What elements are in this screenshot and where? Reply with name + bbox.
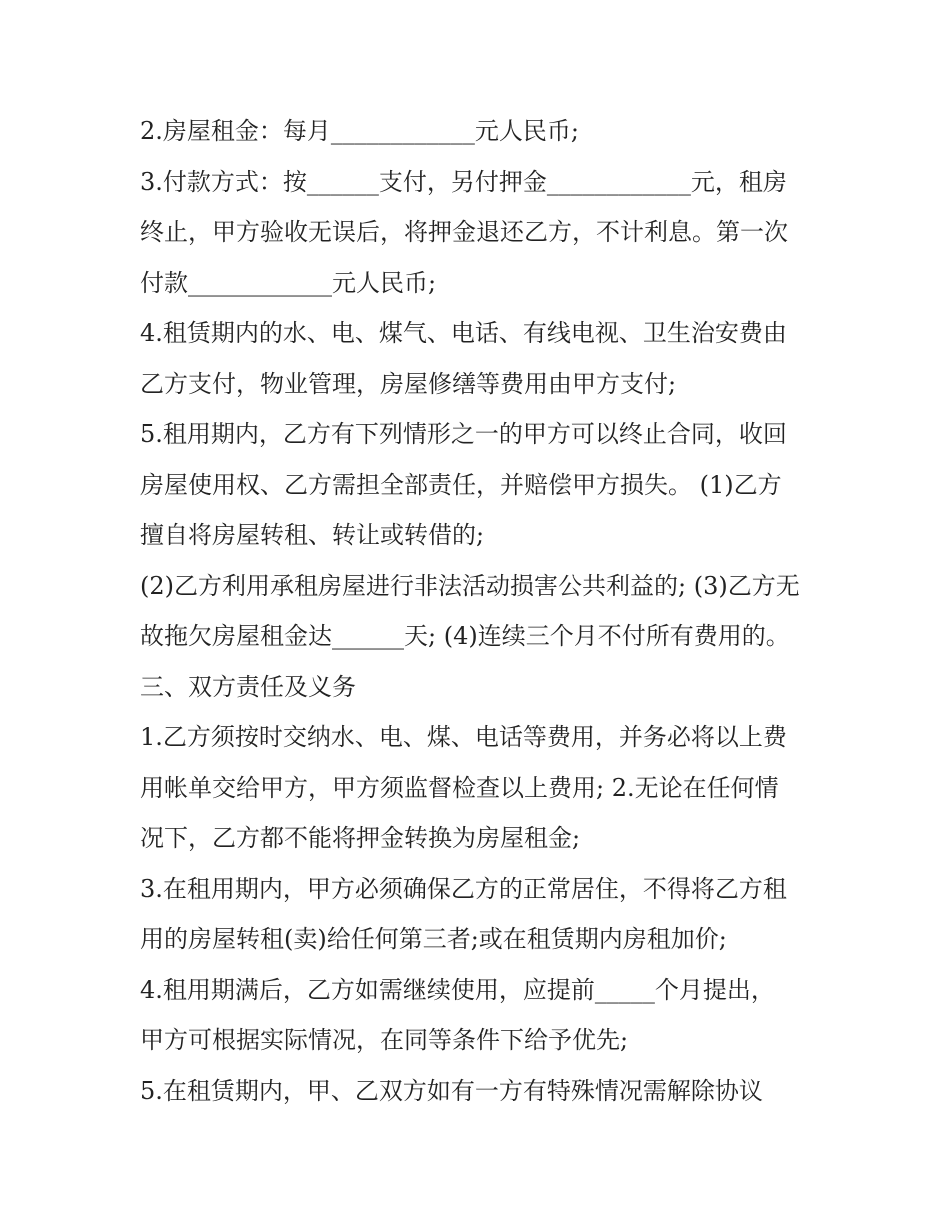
text-line: 5.租用期内，乙方有下列情形之一的甲方可以终止合同，收回 — [140, 420, 787, 448]
text-line: 付款____________元人民币; — [140, 268, 437, 297]
text-line: 1.乙方须按时交纳水、电、煤、电话等费用，并务必将以上费 — [140, 723, 787, 751]
text-line: 擅自将房屋转租、转让或转借的; — [140, 521, 485, 549]
text-line: 4.租赁期内的水、电、煤气、电话、有线电视、卫生治安费由 — [140, 319, 787, 347]
section-heading: 三、双方责任及义务 — [140, 672, 356, 701]
text-line: 5.在租赁期内，甲、乙双方如有一方有特殊情况需解除协议 — [140, 1076, 763, 1105]
text-line: 2.房屋租金：每月____________元人民币; — [140, 117, 579, 145]
text-line: 3.在租用期内，甲方必须确保乙方的正常居住，不得将乙方租 — [140, 874, 787, 903]
text-line: 故拖欠房屋租金达______天; (4)连续三个月不付所有费用的。 — [140, 622, 790, 650]
text-line: 乙方支付，物业管理，房屋修缮等费用由甲方支付; — [140, 369, 677, 398]
text-line: 甲方可根据实际情况，在同等条件下给予优先; — [140, 1026, 629, 1054]
text-line: 终止，甲方验收无误后，将押金退还乙方，不计利息。第一次 — [140, 218, 788, 246]
text-line: 况下，乙方都不能将押金转换为房屋租金; — [140, 824, 581, 852]
text-line: 4.租用期满后，乙方如需继续使用，应提前_____个月提出， — [140, 975, 775, 1004]
text-line: (2)乙方利用承租房屋进行非法活动损害公共利益的; (3)乙方无 — [140, 571, 800, 600]
text-line: 用的房屋转租(卖)给任何第三者;或在租赁期内房租加价; — [140, 925, 727, 953]
document-body — [140, 106, 820, 1116]
text-line: 用帐单交给甲方，甲方须监督检查以上费用; 2.无论在任何情 — [140, 773, 779, 802]
text-line: 3.付款方式：按______支付，另付押金____________元，租房 — [140, 167, 787, 196]
text-line: 房屋使用权、乙方需担全部责任，并赔偿甲方损失。 (1)乙方 — [140, 470, 782, 499]
